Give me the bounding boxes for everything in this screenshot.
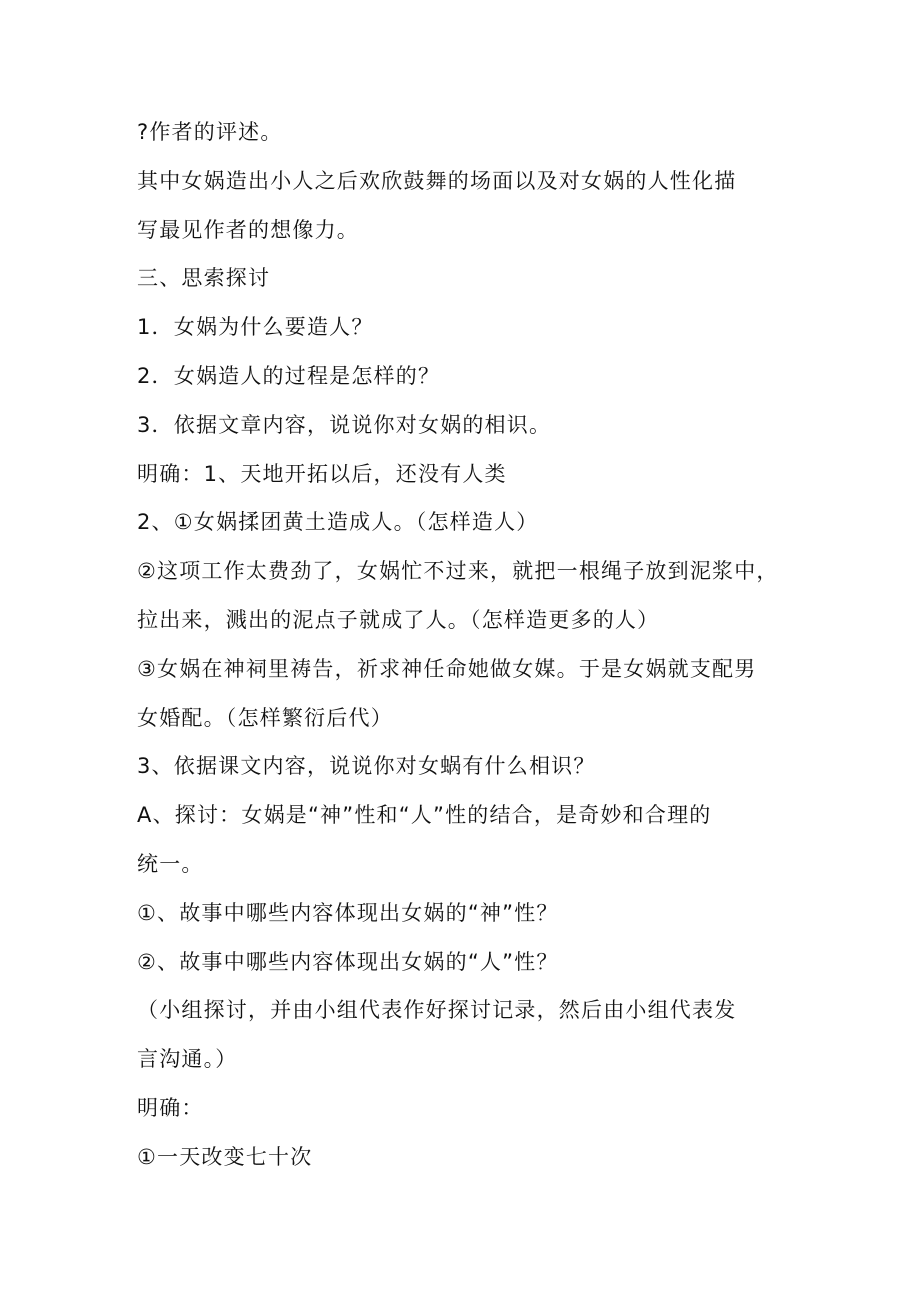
question-item: ①、故事中哪些内容体现出女娲的“神”性？ [137,900,559,925]
question-item: 2．女娲造人的过程是怎样的？ [137,363,441,388]
question-item: 3、依据课文内容，说说你对女蜗有什么相识？ [137,754,596,779]
answer-line: 拉出来，溅出的泥点子就成了人。（怎样造更多的人） [137,607,660,632]
answer-line: 明确：1、天地开拓以后，还没有人类 [137,461,507,486]
answer-line: 女婚配。（怎样繁衍后代） [137,705,393,730]
answer-line: ③女娲在神祠里祷告，祈求神任命她做女媒。于是女娲就支配男 [137,656,757,681]
text-line: A、探讨：女娲是“神”性和“人”性的结合，是奇妙和合理的 [137,803,712,828]
text-line: 写最见作者的想像力。 [137,217,359,242]
text-line: 言沟通。） [137,1047,238,1072]
answer-line: ①一天改变七十次 [137,1144,313,1169]
answer-line: 2、①女娲揉团黄土造成人。（怎样造人） [137,510,539,535]
text-line: 统一。 [137,851,204,876]
question-item: ②、故事中哪些内容体现出女娲的“人”性？ [137,949,559,974]
answer-line: ②这项工作太费劲了，女娲忙不过来，就把一根绳子放到泥浆中， [137,559,779,584]
section-heading: 三、思索探讨 [137,266,271,291]
question-item: 3．依据文章内容，说说你对女娲的相识。 [137,412,552,437]
text-line: 其中女娲造出小人之后欢欣鼓舞的场面以及对女娲的人性化描 [137,168,737,193]
question-item: 1．女娲为什么要造人？ [137,315,374,340]
document-body [137,108,787,1182]
text-line: ?作者的评述。 [137,120,283,144]
text-line: （小组探讨，并由小组代表作好探讨记录，然后由小组代表发 [137,998,737,1023]
answer-label: 明确： [137,1095,204,1120]
